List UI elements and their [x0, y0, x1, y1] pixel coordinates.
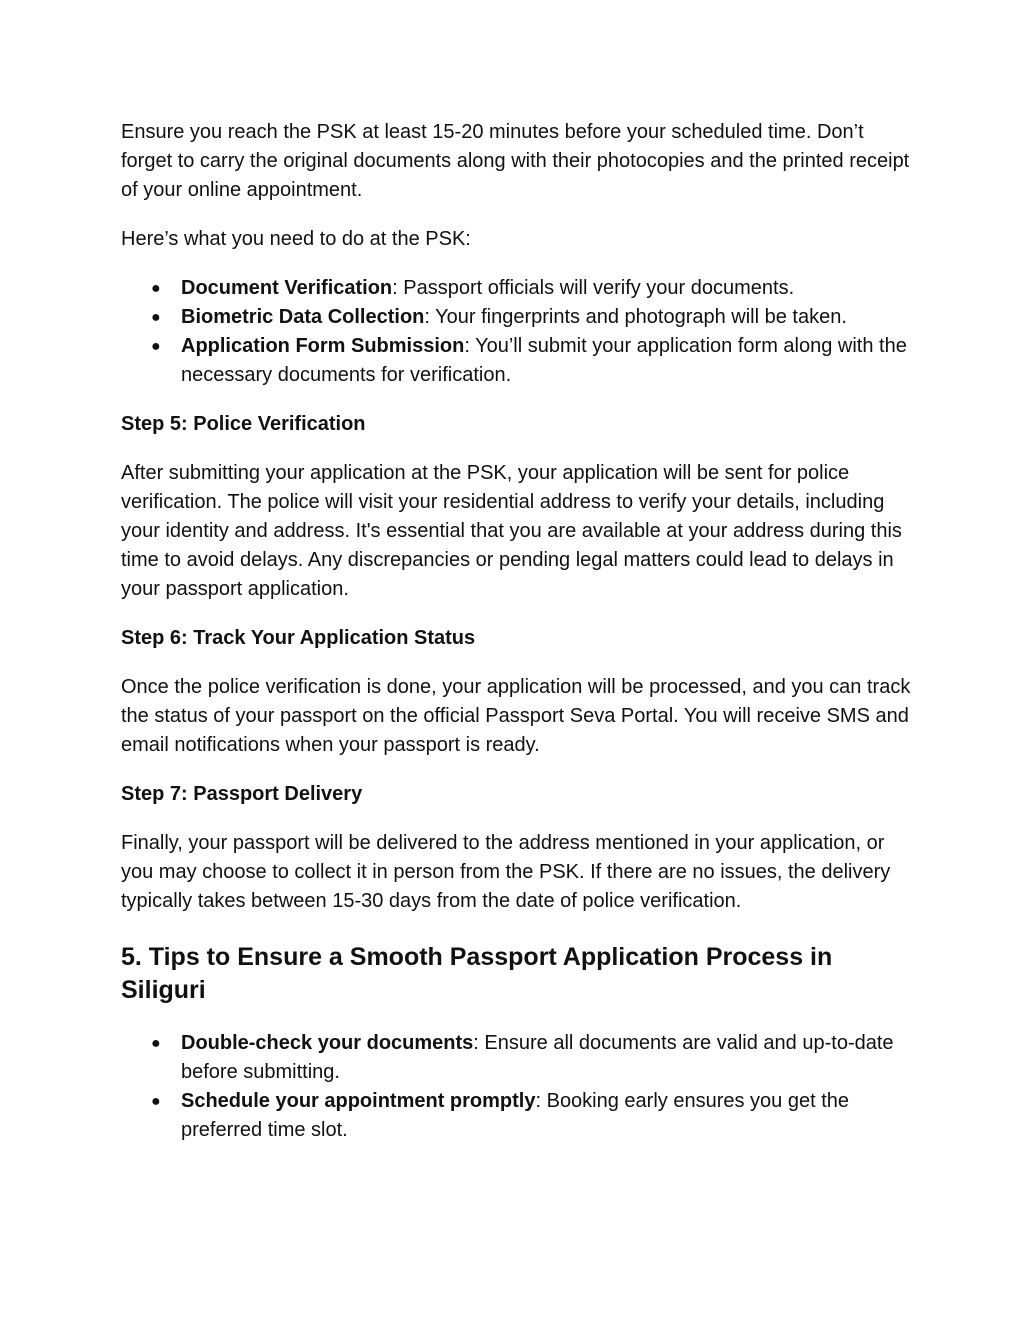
bullet-icon: ●	[151, 1093, 161, 1110]
bullet-icon: ●	[151, 1035, 161, 1052]
step-7-body: Finally, your passport will be delivered to the address mentioned in your application, or you may choose to collect it in person from the PSK. If there are no issues, the delivery typically takes between 15-30 days from the date of police verification.	[121, 832, 891, 912]
list-item-description: : Your fingerprints and photograph will be taken.	[424, 306, 847, 328]
step-7-heading: Step 7: Passport Delivery	[121, 783, 363, 805]
bullet-icon: ●	[151, 309, 161, 326]
tips-list	[121, 1029, 911, 1145]
list-item-term: Schedule your appointment promptly	[181, 1090, 536, 1112]
list-item-term: Biometric Data Collection	[181, 306, 425, 328]
list-item-description: : Ensure all documents are valid and up-to-date before submitting.	[181, 1032, 894, 1083]
step-5-body: After submitting your application at the PSK, your application will be sent for police verification. The police will visit your residential address to verify your details, including your identity and address. It's essential that you are available at your address during this time to avoid delays. Any discrepancies or pending legal matters could lead to delays in your passport application.	[121, 462, 902, 600]
list-item	[121, 303, 911, 332]
list-item-description: : You’ll submit your application form along with the necessary documents for verification.	[181, 335, 907, 386]
list-item	[121, 332, 911, 390]
section-5-heading: 5. Tips to Ensure a Smooth Passport Application Process in Siliguri	[121, 943, 833, 1004]
list-item-description: : Passport officials will verify your documents.	[392, 277, 795, 299]
list-item	[121, 274, 911, 303]
step-6-body: Once the police verification is done, your application will be processed, and you can track the status of your passport on the official Passport Seva Portal. You will receive SMS and email notifications when your passport is ready.	[121, 676, 911, 756]
bullet-icon: ●	[151, 280, 161, 297]
step-5-heading: Step 5: Police Verification	[121, 413, 366, 435]
list-item	[121, 1029, 911, 1087]
intro-paragraph: Ensure you reach the PSK at least 15-20 minutes before your scheduled time. Don’t forget to carry the original documents along with their photocopies and the printed receipt of your online appointment.	[121, 121, 910, 201]
list-item	[121, 1087, 911, 1145]
bullet-icon: ●	[151, 338, 161, 355]
list-item-term: Application Form Submission	[181, 335, 465, 357]
list-item-description: : Booking early ensures you get the preferred time slot.	[181, 1090, 850, 1141]
list-item-term: Document Verification	[181, 277, 393, 299]
psk-intro-paragraph: Here’s what you need to do at the PSK:	[121, 228, 471, 250]
document-page	[121, 118, 911, 1165]
list-item-term: Double-check your documents	[181, 1032, 474, 1054]
psk-task-list	[121, 274, 911, 390]
step-6-heading: Step 6: Track Your Application Status	[121, 627, 476, 649]
